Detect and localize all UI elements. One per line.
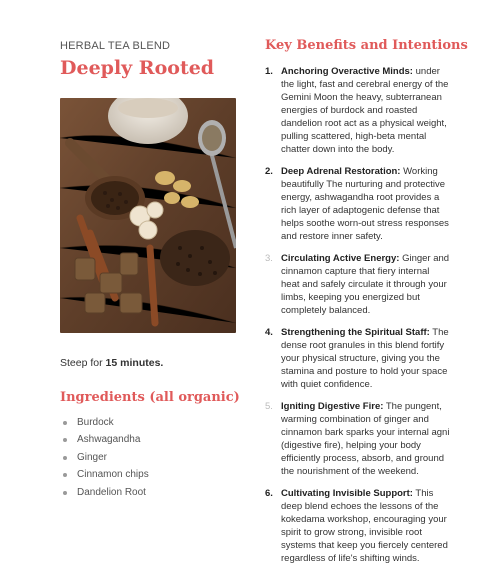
benefit-body: Working beautifully The nurturing and protective energy, ashwagandha root provides a rich layer of adaptogenic defense that helps soothe worn-out stress responses and restore inner safety. [281, 166, 449, 242]
benefit-heading: Anchoring Overactive Minds: [281, 66, 413, 77]
ingredients-list [60, 414, 149, 502]
benefit-number: 6. [265, 488, 273, 499]
benefit-body: The pungent, warming combination of ginger and cinnamon bark sparks your internal agni (digestive fire), helping your body efficiently process, absorb, and ground the nourishment of the weekend. [281, 401, 450, 477]
bullet-icon [63, 473, 67, 477]
benefit-heading: Circulating Active Energy: [281, 253, 400, 264]
benefits-list [265, 65, 450, 565]
ingredient-item [60, 484, 149, 502]
steep-suffix: minutes. [120, 357, 164, 369]
bullet-icon [63, 438, 67, 442]
benefit-body: under the light, fast and cerebral energy of the Gemini Moon the heavy, subterranean energies of burdock and roasted dandelion root act as a physical weight, pulling scattered, high-beta mental chatter down into the body. [281, 66, 449, 155]
benefit-number: 3. [265, 253, 273, 264]
benefit-text [281, 65, 450, 156]
ingredient-item [60, 449, 149, 467]
benefit-body: The dense root granules in this blend fortify your physical structure, giving you the stamina and posture to hold your space with quiet confidence. [281, 327, 449, 390]
ingredient-item [60, 432, 149, 450]
benefit-item [265, 65, 450, 156]
ingredient-item [60, 467, 149, 485]
benefit-item [265, 326, 450, 391]
benefit-number: 4. [265, 327, 273, 338]
ingredient-label: Cinnamon chips [77, 469, 149, 481]
benefit-heading: Strengthening the Spiritual Staff: [281, 327, 430, 338]
benefit-text [281, 400, 450, 478]
ingredients-title: Ingredients (all organic) [60, 390, 240, 405]
blend-title: Deeply Rooted [60, 57, 215, 79]
header [60, 40, 245, 80]
tea-ingredients-photo [60, 98, 236, 333]
benefit-item [265, 487, 450, 565]
bullet-icon [63, 456, 67, 460]
blend-eyebrow: HERBAL TEA BLEND [60, 40, 171, 52]
benefit-number: 1. [265, 66, 273, 77]
benefits-title: Key Benefits and Intentions [265, 38, 468, 53]
benefit-heading: Deep Adrenal Restoration: [281, 166, 401, 177]
benefit-number: 2. [265, 166, 273, 177]
ingredient-item [60, 414, 149, 432]
ingredient-label: Burdock [77, 416, 114, 428]
ingredient-label: Ashwagandha [77, 434, 141, 446]
steep-time [60, 357, 163, 369]
benefit-heading: Igniting Digestive Fire: [281, 401, 384, 412]
benefit-body: This deep blend echoes the lessons of the kokedama workshop, encouraging your spirit to grow strong, invisible root systems that keep you fiercely centered regardless of life's shifting winds. [281, 488, 448, 564]
benefit-text [281, 487, 450, 565]
benefit-item [265, 165, 450, 243]
benefit-text [281, 165, 450, 243]
benefits-section [265, 38, 468, 574]
benefit-body: Ginger and cinnamon capture that fiery internal heat and safely circulate it through your limbs, keeping you energized but completely balanced. [281, 253, 450, 316]
bullet-icon [63, 421, 67, 425]
benefit-heading: Cultivating Invisible Support: [281, 488, 413, 499]
steep-prefix: Steep for [60, 357, 103, 369]
benefit-item [265, 400, 450, 478]
bullet-icon [63, 491, 67, 495]
steep-minutes: 15 [105, 357, 118, 369]
benefit-number: 5. [265, 401, 273, 412]
benefit-text [281, 326, 450, 391]
ingredient-label: Dandelion Root [77, 486, 146, 498]
ingredient-label: Ginger [77, 451, 108, 463]
benefit-text [281, 252, 450, 317]
benefit-item [265, 252, 450, 317]
